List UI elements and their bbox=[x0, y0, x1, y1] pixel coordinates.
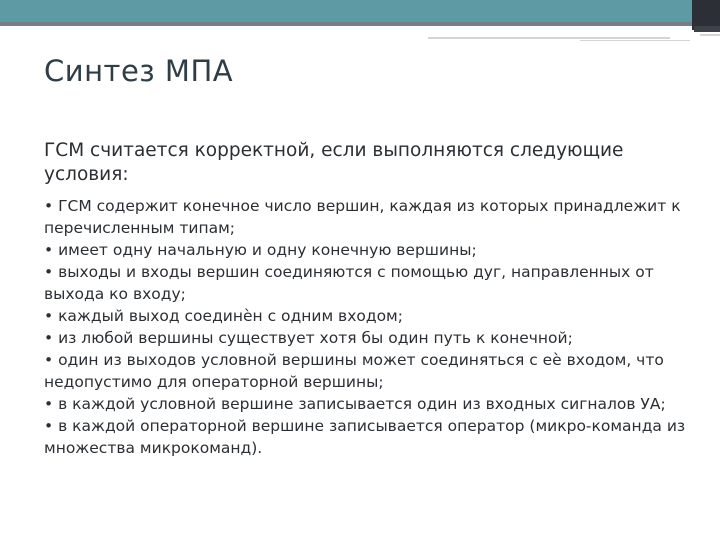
decorative-line bbox=[580, 40, 690, 41]
list-item: • каждый выход соединѐн с одним входом; bbox=[44, 307, 403, 325]
list-item: • выходы и входы вершин соединяются с помощью дуг, направленных от выхода ко входу; bbox=[44, 263, 654, 303]
header-band-line bbox=[0, 22, 692, 26]
list-item: • ГСМ содержит конечное число вершин, каждая из которых принадлежит к перечисленным типам; bbox=[44, 197, 681, 237]
list-item: • в каждой операторной вершине записывается оператор (микро-команда из множества микрокоманд). bbox=[44, 417, 686, 457]
list-item: • один из выходов условной вершины может соединяться с еѐ входом, что недопустимо для операторной вершины; bbox=[44, 351, 664, 391]
list-item: • в каждой условной вершине записывается один из входных сигналов УА; bbox=[44, 395, 666, 413]
list-item: • из любой вершины существует хотя бы один путь к конечной; bbox=[44, 329, 573, 347]
decorative-line bbox=[428, 37, 670, 39]
intro-text: ГСМ считается корректной, если выполняются следующие условия: bbox=[44, 140, 624, 185]
header-band bbox=[0, 0, 692, 22]
decorative-line bbox=[700, 34, 720, 36]
conditions-list bbox=[44, 195, 694, 459]
list-item: • имеет одну начальную и одну конечную вершины; bbox=[44, 241, 477, 259]
header-corner-block-lower bbox=[694, 26, 720, 32]
slide-title: Синтез МПА bbox=[44, 54, 234, 88]
